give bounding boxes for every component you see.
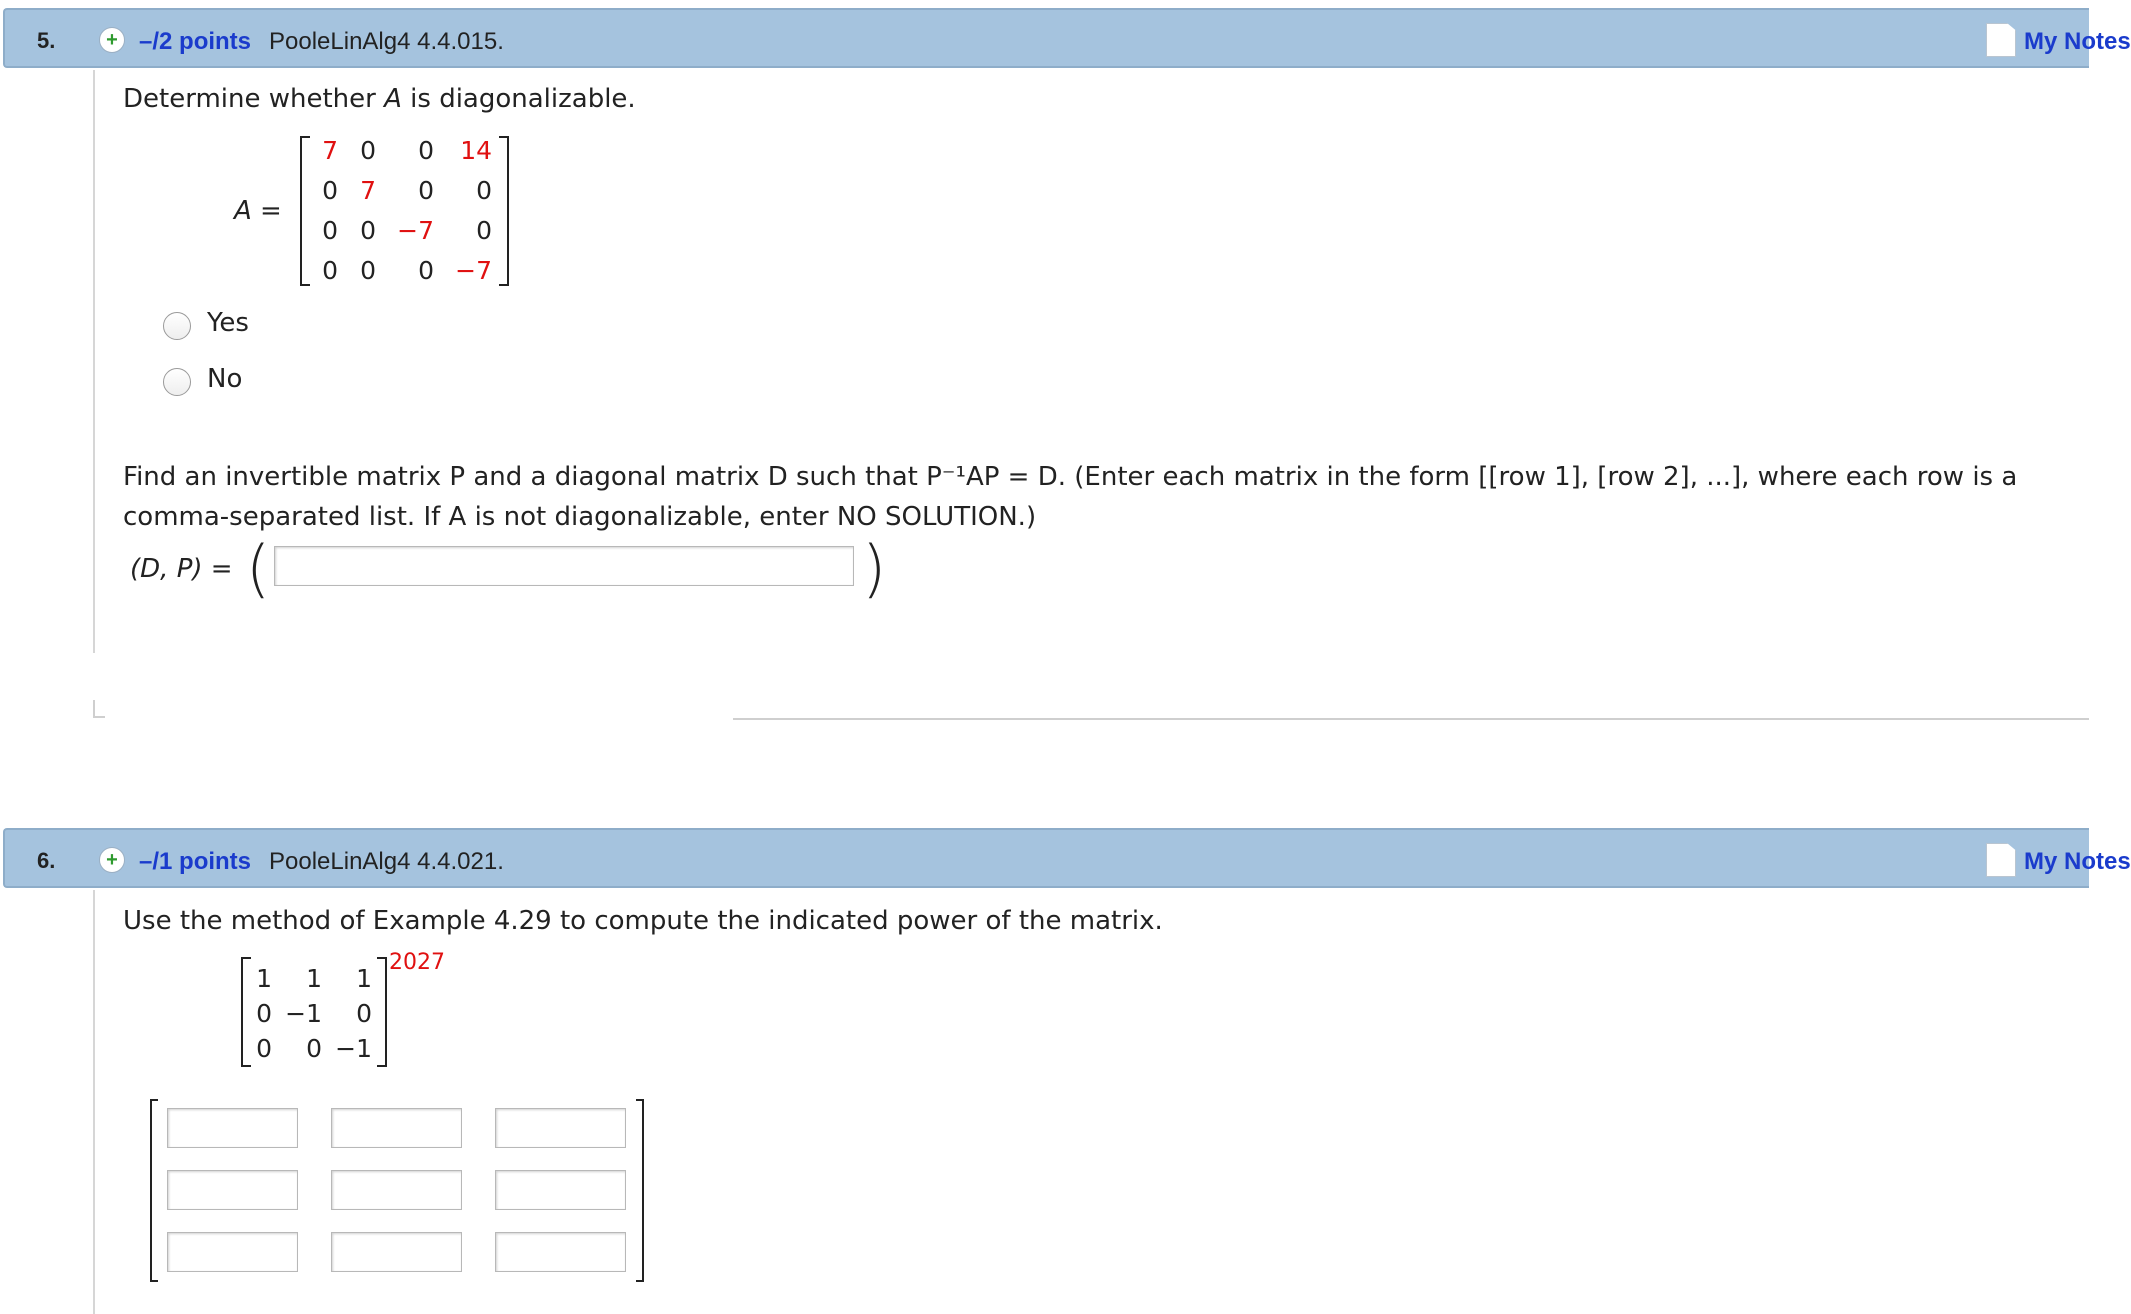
matrix-right-bracket xyxy=(499,136,509,286)
matrix-cell: 0 xyxy=(418,136,434,165)
matrix-cell: 0 xyxy=(356,999,372,1028)
answer-cell-input[interactable] xyxy=(495,1108,626,1148)
question-source: PooleLinAlg4 4.4.015. xyxy=(269,28,504,55)
collapse-corner xyxy=(93,700,105,718)
matrix-cell: 0 xyxy=(306,1034,322,1063)
answer-label: (D, P) = xyxy=(130,554,233,584)
answer-cell-input[interactable] xyxy=(167,1232,298,1272)
points-link[interactable]: –/2 points xyxy=(139,28,252,55)
question-prompt: Use the method of Example 4.29 to compute the indicated power of the matrix. xyxy=(123,906,1163,936)
matrix-cell: 0 xyxy=(256,1034,272,1063)
question-6-header xyxy=(3,828,2131,888)
plus-icon[interactable]: + xyxy=(99,27,125,53)
answer-cell-input[interactable] xyxy=(495,1170,626,1210)
answer-cell-input[interactable] xyxy=(495,1232,626,1272)
points-link[interactable]: –/1 points xyxy=(139,848,252,875)
question-divider xyxy=(733,718,2089,720)
option-no-label: No xyxy=(207,364,243,394)
radio-yes[interactable] xyxy=(163,312,191,340)
right-paren: ) xyxy=(862,532,887,605)
matrix-cell: 1 xyxy=(356,964,372,993)
radio-no[interactable] xyxy=(163,368,191,396)
answer-right-bracket xyxy=(636,1099,644,1282)
matrix-cell: 0 xyxy=(360,136,376,165)
matrix-cell: −1 xyxy=(285,999,322,1028)
part2-instructions-line2: comma-separated list. If A is not diagonalizable, enter NO SOLUTION.) xyxy=(123,502,1037,532)
matrix-cell: −7 xyxy=(397,216,434,245)
notes-icon[interactable] xyxy=(1986,23,2016,57)
matrix-cell: 1 xyxy=(306,964,322,993)
matrix-right-bracket xyxy=(377,957,387,1067)
matrix-cell: 0 xyxy=(322,216,338,245)
my-notes-link[interactable]: My Notes xyxy=(2024,848,2131,875)
matrix-cell: 7 xyxy=(360,176,376,205)
matrix-cell: 0 xyxy=(322,256,338,285)
matrix-cell: 14 xyxy=(460,136,492,165)
matrix-cell: 0 xyxy=(476,176,492,205)
matrix-cell: −1 xyxy=(335,1034,372,1063)
plus-icon[interactable]: + xyxy=(99,847,125,873)
question-body-border xyxy=(93,890,95,1314)
dp-answer-input[interactable] xyxy=(274,546,854,586)
answer-left-bracket xyxy=(150,1099,158,1282)
option-yes-label: Yes xyxy=(207,308,249,338)
matrix-cell: 7 xyxy=(322,136,338,165)
question-number: 5. xyxy=(37,28,56,53)
answer-cell-input[interactable] xyxy=(331,1108,462,1148)
question-number: 6. xyxy=(37,848,56,873)
matrix-cell: 0 xyxy=(322,176,338,205)
matrix-cell: 0 xyxy=(360,256,376,285)
part2-instructions-line1: Find an invertible matrix P and a diagonal matrix D such that P⁻¹AP = D. (Enter each matrix in the form [[row 1], [row 2], ...], where each row is a xyxy=(123,462,2018,492)
left-paren: ( xyxy=(246,532,271,605)
matrix-cell: 0 xyxy=(418,256,434,285)
notes-icon[interactable] xyxy=(1986,843,2016,877)
question-body-border xyxy=(93,70,95,653)
matrix-cell: 0 xyxy=(418,176,434,205)
question-source: PooleLinAlg4 4.4.021. xyxy=(269,848,504,875)
answer-cell-input[interactable] xyxy=(167,1170,298,1210)
matrix-cell: 0 xyxy=(256,999,272,1028)
question-5-header xyxy=(3,8,2131,68)
answer-cell-input[interactable] xyxy=(167,1108,298,1148)
answer-cell-input[interactable] xyxy=(331,1170,462,1210)
question-prompt: Determine whether A is diagonalizable. xyxy=(123,84,636,114)
matrix-cell: 1 xyxy=(256,964,272,993)
matrix-cell: 0 xyxy=(360,216,376,245)
answer-cell-input[interactable] xyxy=(331,1232,462,1272)
matrix-cell: −7 xyxy=(455,256,492,285)
matrix-cell: 0 xyxy=(476,216,492,245)
matrix-exponent: 2027 xyxy=(389,950,445,975)
matrix-label: A = xyxy=(234,196,282,226)
my-notes-link[interactable]: My Notes xyxy=(2024,28,2131,55)
